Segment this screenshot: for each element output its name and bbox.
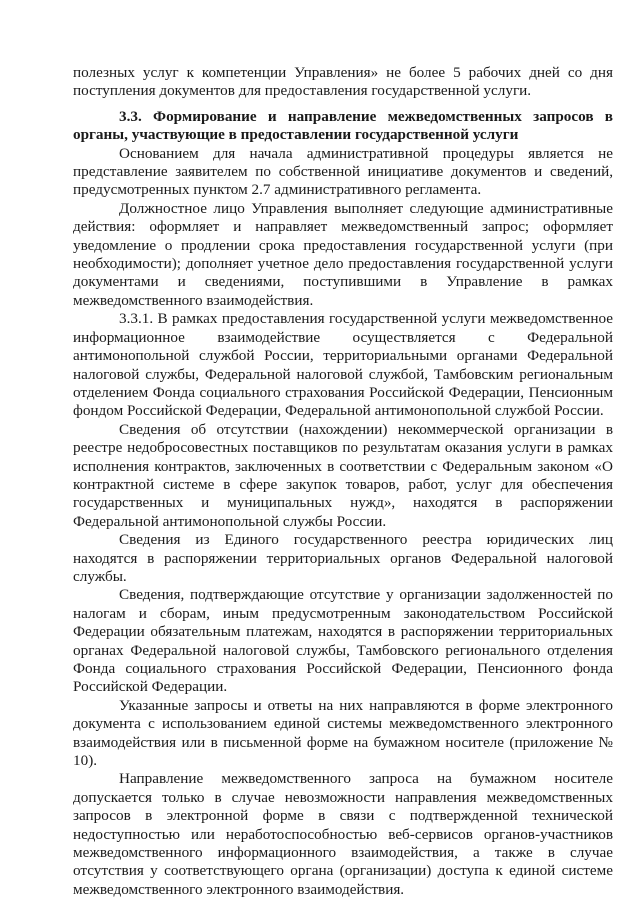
intro-paragraph: полезных услуг к компетенции Управления» не более 5 рабочих дней со дня поступления документов для предоставления государственной услуги.: [73, 64, 613, 100]
paragraph-official-actions: Должностное лицо Управления выполняет следующие административные действия: оформляет и направляет межведомственный запрос; оформляет уведомление о продлении срока предоставления государственной услуги (при необходимости); дополняет учетное дело предоставления государственной услуги документами и сведениями, поступившими в Управление в рамках межведомственного взаимодействия.: [73, 199, 613, 309]
paragraph-basis: Основанием для начала административной процедуры является не представление заявителем по собственной инициативе документов и сведений, предусмотренных пунктом 2.7 административного регламента.: [73, 144, 613, 199]
document-page: [73, 64, 613, 899]
paragraph-3-3-1: 3.3.1. В рамках предоставления государственной услуги межведомственное информационное взаимодействие осуществляется с Федеральной антимонопольной службой России, территориальными органами Федеральной налоговой службы, Федеральной налоговой службой, Тамбовским региональным отделением Фонда социального страхования Российской Федерации, Пенсионным фондом Российской Федерации, Федеральной антимонопольной службой России.: [73, 310, 613, 420]
section-heading: 3.3. Формирование и направление межведомственных запросов в органы, участвующие в предоставлении государственной услуги: [73, 107, 613, 144]
paragraph-tax-debts: Сведения, подтверждающие отсутствие у организации задолженностей по налогам и сборам, иным предусмотренным законодательством Российской Федерации обязательным платежам, находятся в распоряжении территориальных органах Федеральной налоговой службы, Тамбовского регионального отделения Фонда социального страхования Российской Федерации, Пенсионного фонда Российской Федерации.: [73, 586, 613, 696]
paragraph-egrul: Сведения из Единого государственного реестра юридических лиц находятся в распоряжении территориальных органов Федеральной налоговой службы.: [73, 531, 613, 585]
paragraph-unfair-suppliers: Сведения об отсутствии (нахождении) некоммерческой организации в реестре недобросовестных поставщиков по результатам оказания услуги в рамках исполнения контрактов, заключенных в соответствии с Федеральным законом «О контрактной системе в сфере закупок товаров, работ, услуг для обеспечения государственных и муниципальных нужд», находятся в распоряжении Федеральной антимонопольной службы России.: [73, 420, 613, 530]
paragraph-paper-requests: Направление межведомственного запроса на бумажном носителе допускается только в случае невозможности направления межведомственных запросов в электронной форме в связи с подтвержденной технической недоступностью или неработоспособностью веб-сервисов органов-участников межведомственного информационного взаимодействия, а также в случае отсутствия у соответствующего органа (организации) доступа к единой системе межведомственного электронного взаимодействия.: [73, 770, 613, 898]
paragraph-electronic-requests: Указанные запросы и ответы на них направляются в форме электронного документа с использованием единой системы межведомственного электронного взаимодействия или в письменной форме на бумажном носителе (приложение № 10).: [73, 696, 613, 770]
